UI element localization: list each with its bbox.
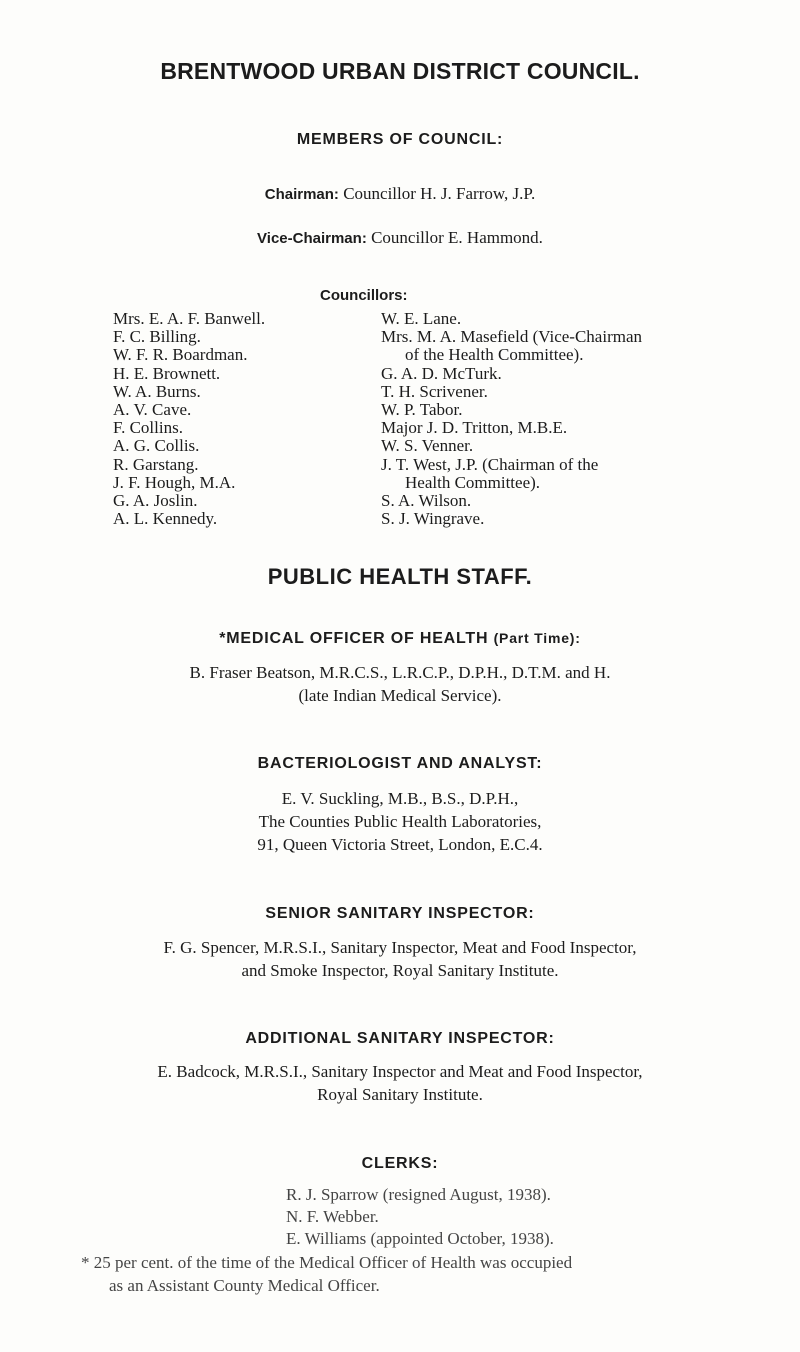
chairman-label: Chairman: <box>264 186 339 203</box>
councillors-left-column <box>113 310 265 528</box>
list-item: F. C. Billing. <box>113 327 201 347</box>
list-item: G. A. Joslin. <box>113 491 198 511</box>
list-item: Major J. D. Tritton, M.B.E. <box>381 418 568 438</box>
councillors-heading: Councillors: <box>320 287 408 304</box>
footnote-line-1: * 25 per cent. of the time of the Medical Officer of Health was occupied <box>81 1253 573 1272</box>
list-item: N. F. Webber. <box>286 1207 379 1226</box>
list-item: Health Committee). <box>405 472 541 492</box>
list-item: S. A. Wilson. <box>381 491 472 511</box>
vice-chairman-line <box>0 228 800 248</box>
moh-heading-suffix: (Part Time): <box>493 630 581 646</box>
list-item: J. T. West, J.P. (Chairman of the <box>381 454 599 474</box>
moh-line-2: (late Indian Medical Service). <box>298 686 502 705</box>
list-item: W. A. Burns. <box>113 381 201 401</box>
list-item: W. P. Tabor. <box>381 400 463 420</box>
list-item: Mrs. E. A. F. Banwell. <box>113 309 266 328</box>
ssi-line-1: F. G. Spencer, M.R.S.I., Sanitary Inspector, Meat and Food Inspector, <box>163 938 637 957</box>
list-item: A. V. Cave. <box>113 400 192 420</box>
moh-details <box>0 661 800 707</box>
moh-heading <box>0 630 800 648</box>
additional-sanitary-inspector-details <box>0 1060 800 1106</box>
senior-sanitary-inspector-details <box>0 936 800 982</box>
list-item: R. J. Sparrow (resigned August, 1938). <box>286 1185 551 1204</box>
list-item: E. Williams (appointed October, 1938). <box>286 1229 554 1248</box>
additional-sanitary-inspector-heading: ADDITIONAL SANITARY INSPECTOR: <box>245 1030 555 1047</box>
list-item: W. E. Lane. <box>381 309 462 328</box>
councillors-right-column <box>381 310 642 528</box>
asi-line-2: Royal Sanitary Institute. <box>317 1085 483 1104</box>
ssi-line-2: and Smoke Inspector, Royal Sanitary Institute. <box>241 961 559 980</box>
bacteriologist-details <box>0 787 800 856</box>
clerks-list <box>286 1184 554 1250</box>
list-item: J. F. Hough, M.A. <box>113 472 236 492</box>
chairman-name: Councillor H. J. Farrow, J.P. <box>343 184 536 203</box>
list-item: A. G. Collis. <box>113 436 200 456</box>
bacteriologist-line-1: E. V. Suckling, M.B., B.S., D.P.H., <box>281 789 519 808</box>
members-heading: MEMBERS OF COUNCIL: <box>296 131 504 148</box>
chairman-line <box>0 184 800 204</box>
asi-line-1: E. Badcock, M.R.S.I., Sanitary Inspector and Meat and Food Inspector, <box>157 1062 643 1081</box>
list-item: G. A. D. McTurk. <box>381 363 502 383</box>
list-item: W. F. R. Boardman. <box>113 345 248 365</box>
bacteriologist-line-3: 91, Queen Victoria Street, London, E.C.4. <box>257 835 543 854</box>
list-item: H. E. Brownett. <box>113 363 221 383</box>
moh-line-1: B. Fraser Beatson, M.R.C.S., L.R.C.P., D.P.H., D.T.M. and H. <box>189 663 611 682</box>
list-item: W. S. Venner. <box>381 436 474 456</box>
footnote-line-2: as an Assistant County Medical Officer. <box>109 1276 380 1295</box>
list-item: T. H. Scrivener. <box>381 381 488 401</box>
list-item: A. L. Kennedy. <box>113 509 218 529</box>
senior-sanitary-inspector-heading: SENIOR SANITARY INSPECTOR: <box>265 905 535 922</box>
moh-heading-text: *MEDICAL OFFICER OF HEALTH <box>219 630 489 647</box>
council-title: BRENTWOOD URBAN DISTRICT COUNCIL. <box>160 58 640 84</box>
clerks-heading: CLERKS: <box>361 1155 439 1172</box>
list-item: F. Collins. <box>113 418 183 438</box>
list-item: Mrs. M. A. Masefield (Vice-Chairman <box>381 327 643 347</box>
vice-chairman-name: Councillor E. Hammond. <box>371 228 543 247</box>
list-item: of the Health Committee). <box>405 345 584 365</box>
bacteriologist-line-2: The Counties Public Health Laboratories, <box>258 812 542 831</box>
footnote <box>81 1251 761 1297</box>
public-health-staff-heading: PUBLIC HEALTH STAFF. <box>267 564 533 589</box>
vice-chairman-label: Vice-Chairman: <box>257 230 367 247</box>
list-item: S. J. Wingrave. <box>381 509 485 529</box>
list-item: R. Garstang. <box>113 454 199 474</box>
bacteriologist-heading: BACTERIOLOGIST AND ANALYST: <box>257 755 543 772</box>
